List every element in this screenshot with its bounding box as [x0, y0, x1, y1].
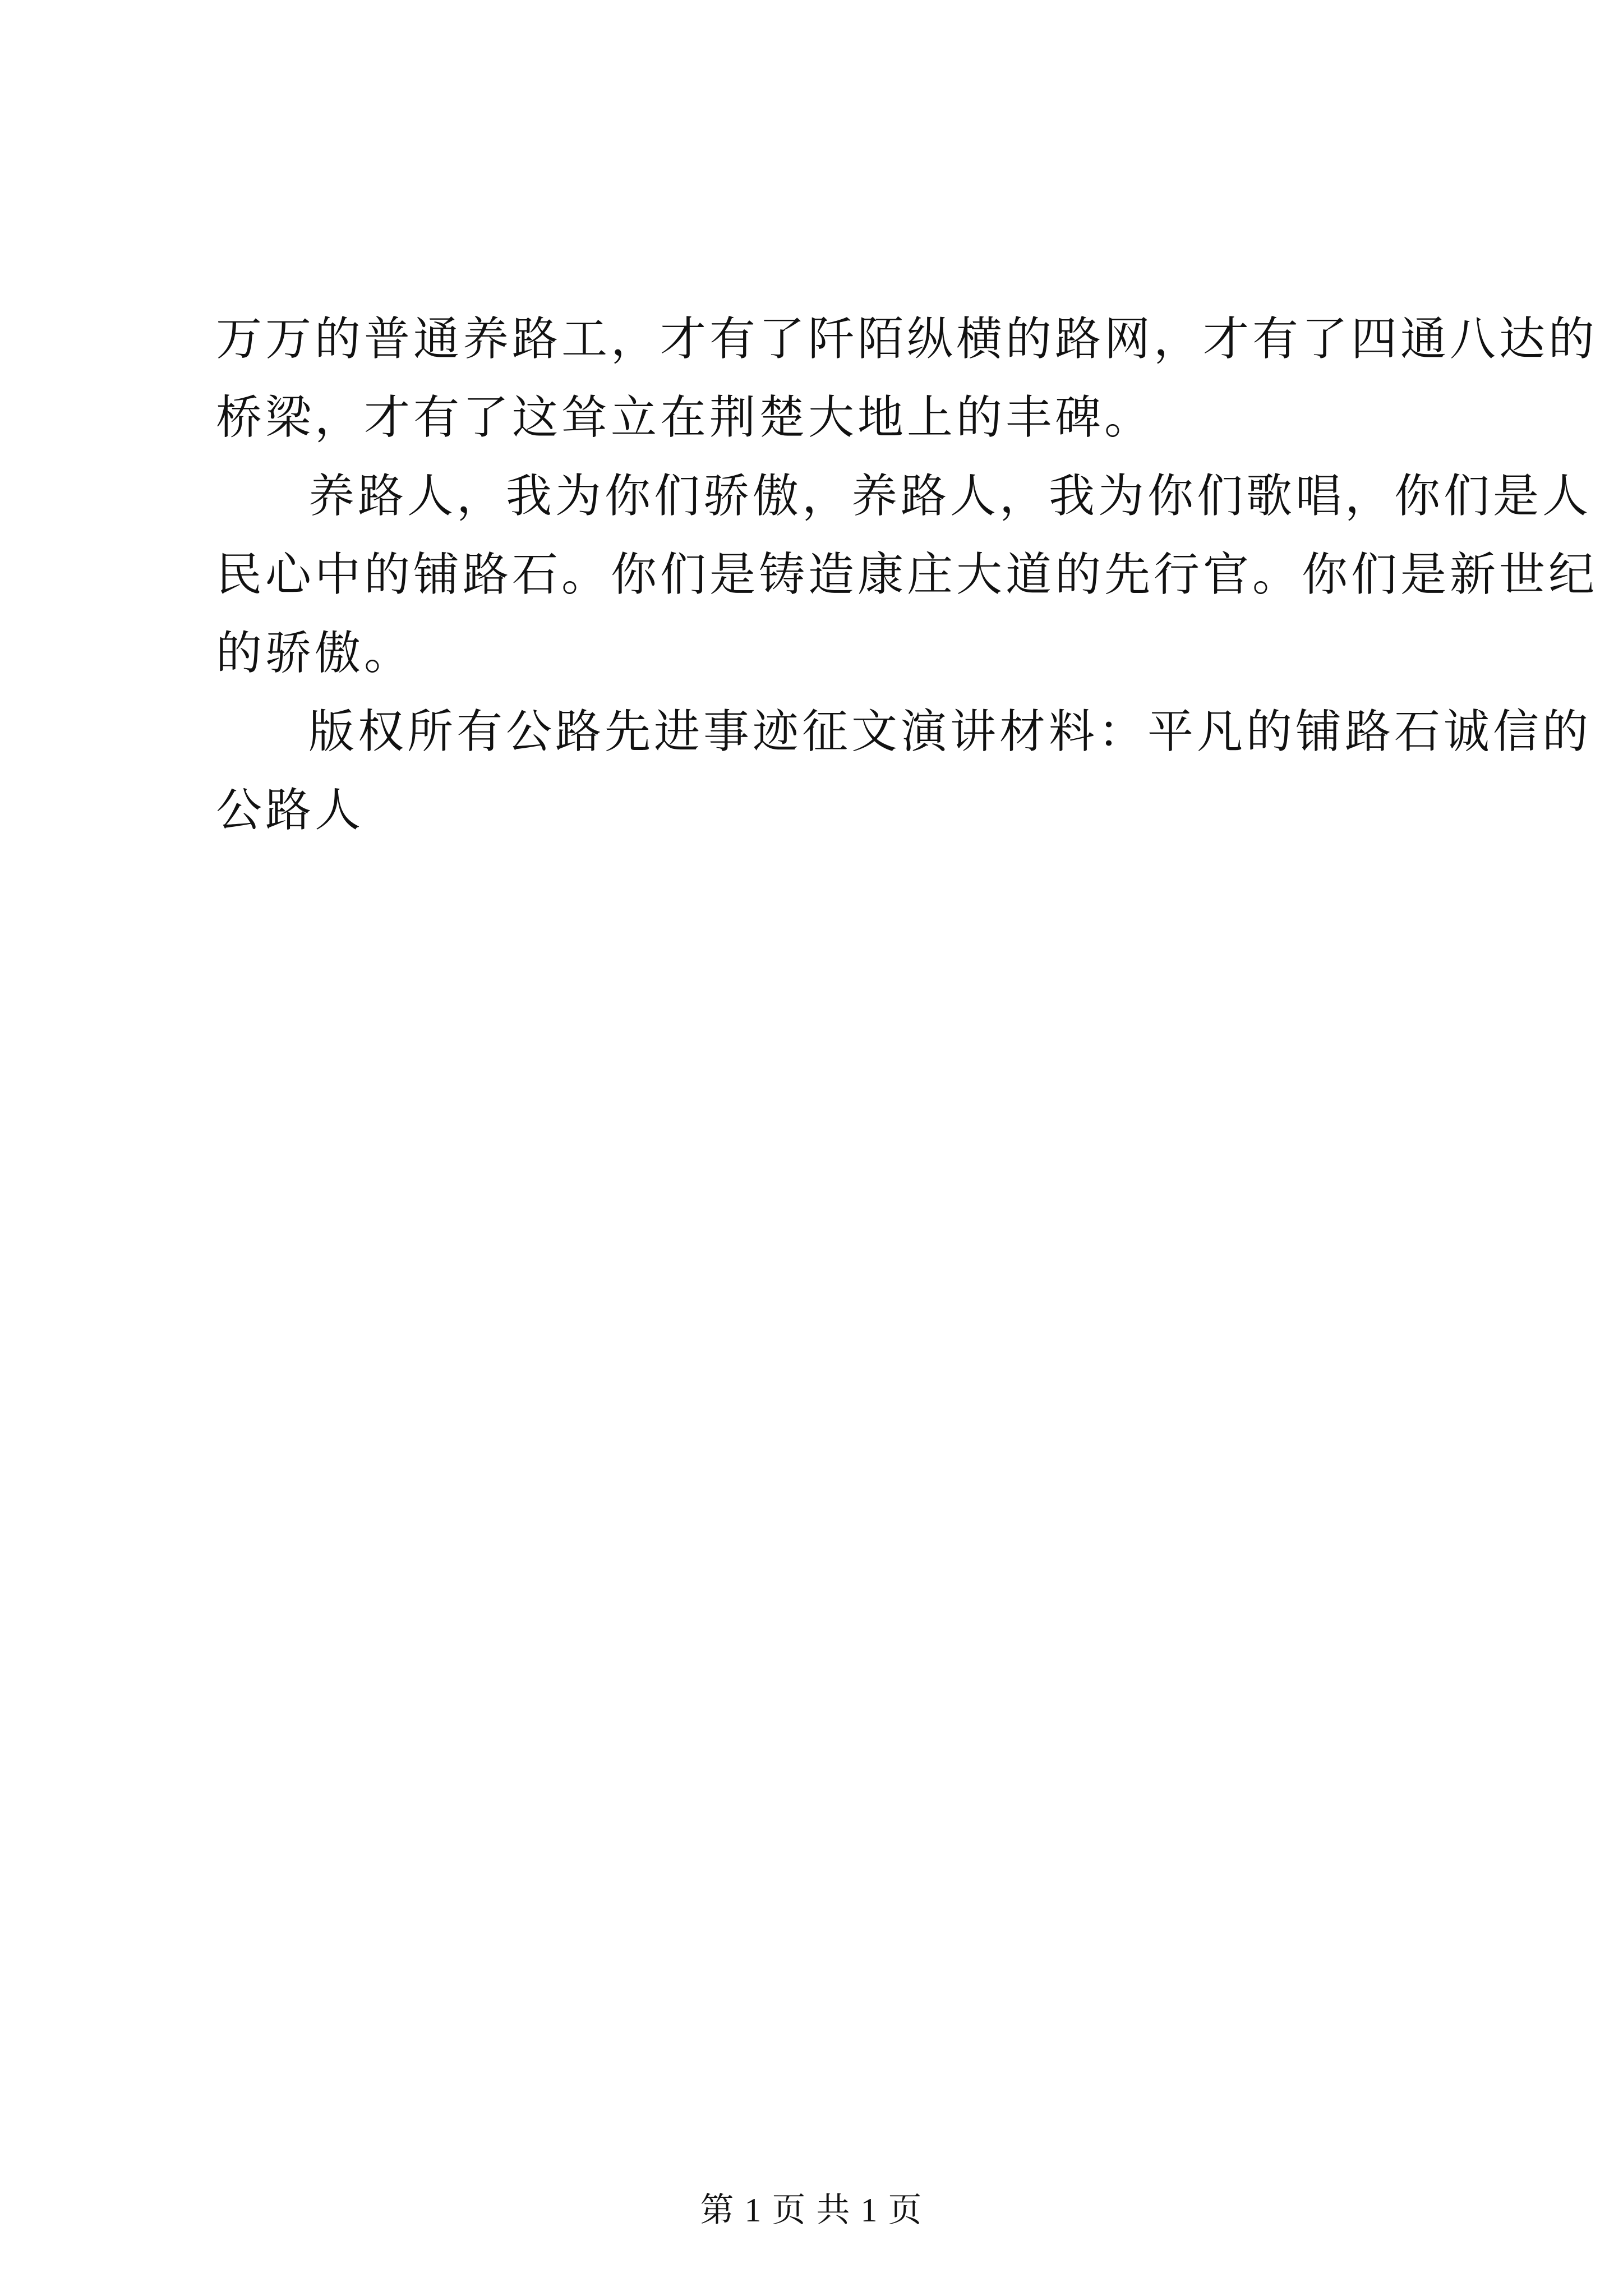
text-line-1: 万万的普通养路工，才有了阡陌纵横的路网，才有了四通八达的: [216, 312, 1598, 366]
text-line-6: 版权所有公路先进事迹征文演讲材料：平凡的铺路石诚信的: [308, 705, 1592, 758]
page-footer: 第 1 页 共 1 页: [700, 2192, 923, 2229]
text-line-2: 桥梁，才有了这耸立在荆楚大地上的丰碑。: [216, 391, 1154, 444]
text-line-3: 养路人，我为你们骄傲，养路人，我为你们歌唱，你们是人: [308, 470, 1592, 523]
text-line-5: 的骄傲。: [216, 627, 414, 680]
text-line-4: 民心中的铺路石。你们是铸造康庄大道的先行官。你们是新世纪: [216, 548, 1598, 601]
text-line-7: 公路人: [216, 784, 365, 837]
